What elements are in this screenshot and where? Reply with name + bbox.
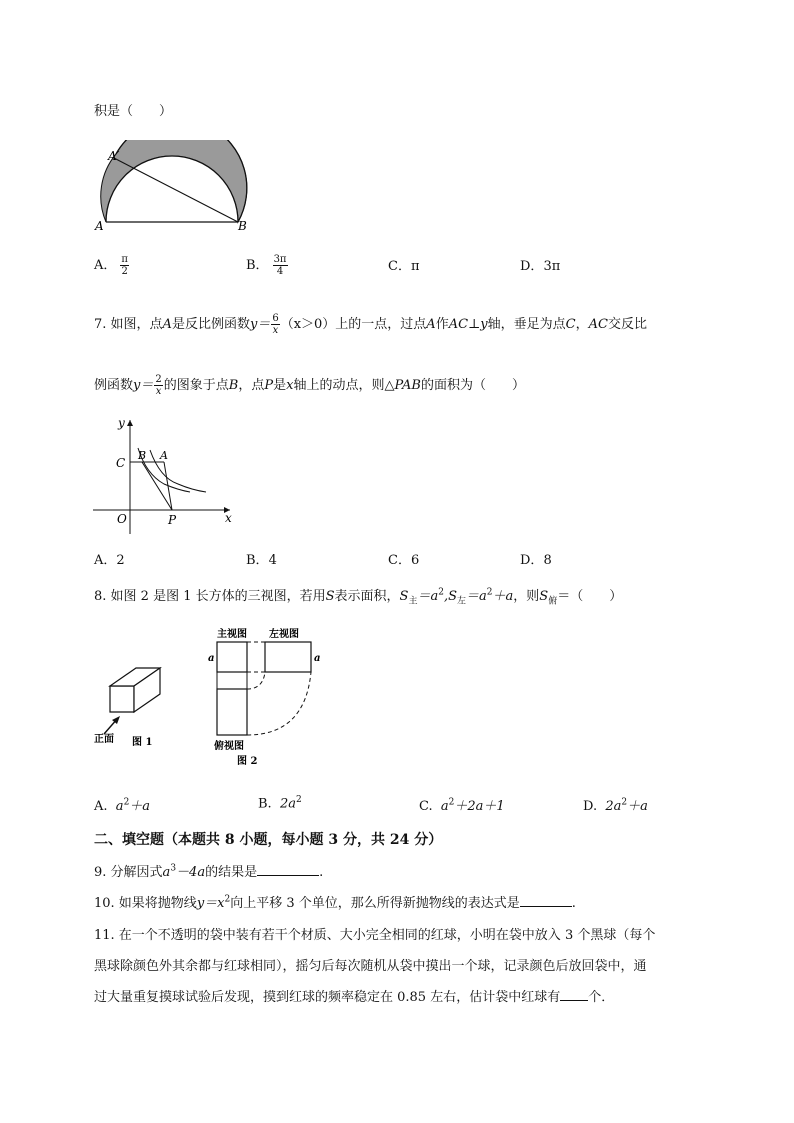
q11-line3: 过大量重复摸球试验后发现，摸到红球的频率稳定在 0.85 左右，估计袋中红球有 个． (94, 990, 615, 1005)
q9-stem: 9. 分解因式$a^3-4a$的结果是 . (94, 863, 324, 880)
q7-label-a: A (160, 449, 168, 462)
q8-figure-2 (205, 625, 330, 770)
q8-left-view-label: 左视图 (269, 629, 299, 640)
q8-fig1-caption: 图 1 (132, 737, 153, 748)
q8-stem: 8. 如图 2 是图 1 长方体的三视图，若用S表示面积，$S_主=a^2,S_左=a^2+a$，则$S_俯=$（ ） (94, 587, 623, 607)
q7-label-y: y (118, 416, 125, 430)
q6-option-b: B． $\frac{3\pi}{4}$ (246, 254, 287, 277)
q6-label-a: A (95, 219, 104, 233)
q9-answer-blank[interactable] (257, 863, 319, 876)
q8-a-right: a (314, 653, 321, 664)
q7-label-o: O (117, 512, 127, 526)
q8-top-view (217, 689, 247, 735)
q8-option-d: D. $2a^2+a$ (583, 797, 648, 814)
q7-label-b: B (138, 449, 147, 462)
q8-main-view (217, 642, 247, 672)
q8-figure-1 (92, 650, 202, 750)
q6-figure (88, 140, 258, 235)
q7-label-c: C (116, 456, 126, 470)
q7-figure (88, 412, 238, 537)
q6-stem: 积是（ ） (94, 104, 173, 119)
q8-main-view-label: 主视图 (217, 629, 247, 640)
section-2-title: 二、填空题（本题共 8 小题，每小题 3 分，共 24 分） (94, 832, 443, 848)
q6-label-b: B (238, 219, 247, 233)
q8-option-a: A. $a^2+a$ (94, 797, 151, 814)
q7-label-p: P (168, 513, 177, 527)
q10-stem: 10. 如果将抛物线$y=x^2$向上平移 3 个单位，那么所得新抛物线的表达式是 . (94, 894, 576, 911)
q7-option-d: D．8 (520, 553, 552, 568)
q7-option-a: A．2 (94, 553, 125, 568)
q6-option-d: D．3π (520, 259, 561, 274)
q8-a-left: a (208, 653, 215, 664)
q7-stem-line1: 7. 如图，点A是反比例函数y＝ $\frac{6}{x}$ （x＞0）上的一点，过点A作AC⊥y轴，垂足为点C，AC交反比 (94, 313, 647, 336)
q7-stem-line2: 例函数y＝ $\frac{2}{x}$ 的图象于点B，点P是x轴上的动点，则△PAB的面积为（ ） (94, 374, 525, 397)
q8-left-view (265, 642, 311, 672)
q7-curve-6-over-x (150, 450, 206, 492)
q6-label-a-prime: A′ (108, 149, 120, 163)
q8-front-label: 正面 (94, 734, 114, 745)
q10-answer-blank[interactable] (520, 894, 572, 907)
q6-option-a: A． $\frac{\pi}{2}$ (94, 254, 128, 277)
q6-option-c: C．π (388, 259, 420, 274)
q8-fig2-caption: 图 2 (237, 756, 258, 767)
q8-cuboid-front (110, 686, 134, 712)
q7-label-x: x (225, 511, 232, 525)
q11-line2: 黑球除颜色外其余都与红球相同），摇匀后每次随机从袋中摸出一个球，记录颜色后放回袋中，通 (94, 959, 647, 974)
q7-option-b: B．4 (246, 553, 277, 568)
q8-option-b: B. $2a^2$ (258, 795, 302, 812)
q7-option-c: C．6 (388, 553, 420, 568)
q11-line1: 11. 在一个不透明的袋中装有若干个材质、大小完全相同的红球，小明在袋中放入 3 个黑球（每个 (94, 928, 656, 943)
q8-option-c: C. $a^2+2a+1$ (419, 797, 505, 814)
q11-answer-blank[interactable] (560, 988, 588, 1001)
q8-top-view-label: 俯视图 (214, 741, 244, 752)
